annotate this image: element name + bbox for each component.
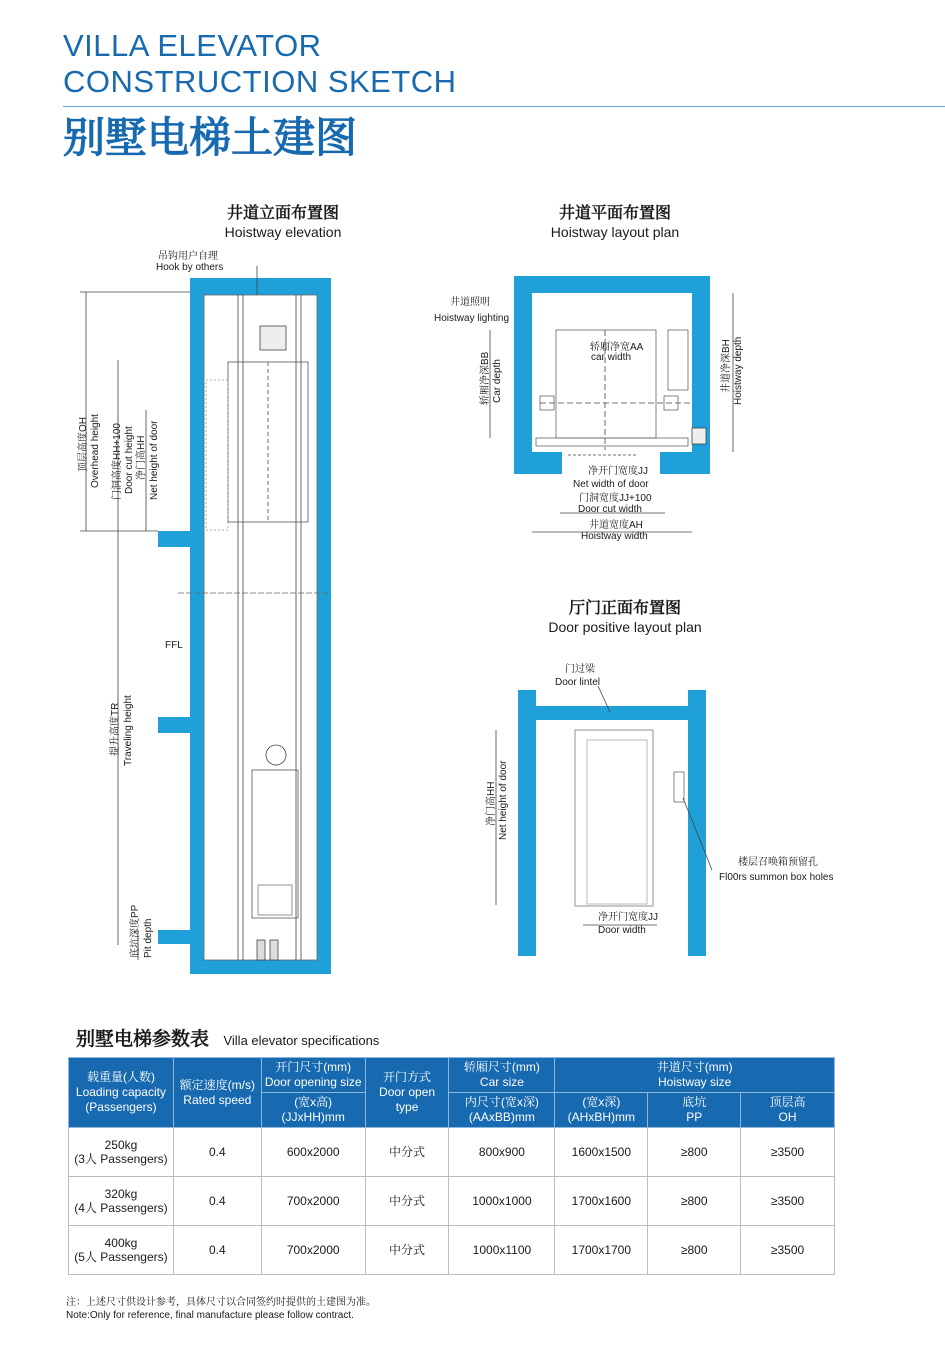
col-door-size: 开门尺寸(mm) Door opening size xyxy=(261,1058,365,1093)
oh-label-cn: 顶层高度OH xyxy=(78,417,89,472)
elevation-pit-floor xyxy=(190,960,331,974)
car-width-label-cn: 轿厢净宽AA xyxy=(590,342,644,353)
spec-table xyxy=(68,1057,835,1275)
col-door-size-sub: (宽x高) (JJxHH)mm xyxy=(261,1093,365,1128)
lintel-label-cn: 门过梁 xyxy=(565,664,595,675)
col-load: 载重量(人数) Loading capacity (Passengers) xyxy=(69,1058,174,1128)
elevation-left-wall xyxy=(190,278,204,974)
elevation-top-slab xyxy=(190,278,331,295)
hoistway-depth-label-cn: 井道净深BH xyxy=(721,339,732,393)
ffl-label: FFL xyxy=(165,640,183,651)
spec-title-en: Villa elevator specifications xyxy=(223,1033,380,1048)
col-car-size-sub: 内尺寸(宽x深) (AAxBB)mm xyxy=(449,1093,555,1128)
spec-title-cn: 别墅电梯参数表 xyxy=(76,1028,210,1050)
footnote-en: Note:Only for reference, final manufacture please follow contract. xyxy=(66,1310,354,1321)
floor-slab-upper xyxy=(158,531,204,547)
plan-title-en: Hoistway layout plan xyxy=(550,224,680,240)
car-depth-label-en: Car depth xyxy=(492,359,503,403)
col-car-size: 轿厢尺寸(mm) Car size xyxy=(449,1058,555,1093)
summon-label-cn: 楼层召唤箱预留孔 xyxy=(738,857,818,868)
door-cut-label-en: Door cut height xyxy=(124,426,135,494)
floor-slab-middle xyxy=(158,717,204,733)
col-hoist-wd: (宽x深) (AHxBH)mm xyxy=(555,1093,648,1128)
car-depth-label-cn: 轿厢净深BB xyxy=(480,351,491,405)
summon-label-en: Fl00rs summon box holes xyxy=(719,872,834,883)
table-row: 250kg (3人 Passengers) 0.4 600x2000 中分式 800x900 1600x1500 ≥800 ≥3500 xyxy=(69,1128,835,1177)
elevation-title-en: Hoistway elevation xyxy=(224,224,342,240)
footnote-cn: 注：上述尺寸供设计参考，具体尺寸以合同签约时提供的土建图为准。 xyxy=(66,1297,376,1308)
title-line-2: CONSTRUCTION SKETCH xyxy=(63,64,457,99)
title-chinese: 别墅电梯土建图 xyxy=(63,113,358,162)
spec-title xyxy=(76,1024,379,1051)
elevation-drawing xyxy=(80,266,331,974)
plan-title xyxy=(535,203,695,241)
col-hoistway-size: 井道尺寸(mm) Hoistway size xyxy=(555,1058,835,1093)
door-title xyxy=(530,598,720,636)
pp-label-en: Pit depth xyxy=(143,918,154,958)
door-cut-label-cn: 门洞高度HH+100 xyxy=(112,423,123,500)
col-open-type: 开门方式 Door open type xyxy=(365,1058,449,1128)
col-speed: 额定速度(m/s) Rated speed xyxy=(173,1058,261,1128)
elevation-title-cn: 井道立面布置图 xyxy=(226,203,339,222)
col-pit: 底坑 PP xyxy=(648,1093,741,1128)
tr-label-en: Traveling height xyxy=(123,695,134,766)
elevation-right-wall xyxy=(317,278,331,974)
net-height-label-en: Net height of door xyxy=(149,420,160,500)
title-line-1: VILLA ELEVATOR xyxy=(63,28,322,63)
table-header-row-1 xyxy=(69,1058,835,1093)
door-width-label-en: Net width of door xyxy=(573,479,649,490)
hook-label-cn: 吊钩用户自理 xyxy=(158,251,218,262)
door-title-cn: 厅门正面布置图 xyxy=(568,598,681,617)
door-width-label-cn: 净开门宽度JJ xyxy=(588,466,648,477)
lintel-label-en: Door lintel xyxy=(555,677,601,688)
hoistway-width-label-en: Hoistway width xyxy=(581,531,648,542)
pp-label-cn: 底坑深度PP xyxy=(130,904,141,958)
net-height-label-cn: 净门高HH xyxy=(136,435,147,480)
door-cut-width-label-en: Door cut width xyxy=(578,504,642,515)
hook-label-en: Hook by others xyxy=(156,262,224,273)
oh-label-en: Overhead height xyxy=(90,414,101,488)
footnote xyxy=(66,1296,376,1322)
hoistway-width-label-cn: 井道宽度AH xyxy=(589,520,643,531)
door-net-height-label-en: Net height of door xyxy=(498,760,509,840)
table-row: 400kg (5人 Passengers) 0.4 700x2000 中分式 1000x1100 1700x1700 ≥800 ≥3500 xyxy=(69,1226,835,1275)
hoistway-depth-label-en: Hoistway depth xyxy=(733,336,744,405)
plan-title-cn: 井道平面布置图 xyxy=(558,203,671,222)
lighting-label-en: Hoistway lighting xyxy=(434,313,510,324)
floor-slab-lower xyxy=(158,930,204,944)
car-width-label-en: car width xyxy=(591,352,632,363)
door-cut-width-label-cn: 门洞宽度JJ+100 xyxy=(579,493,652,504)
elevation-title xyxy=(208,203,358,241)
lighting-label-cn: 井道照明 xyxy=(450,297,490,308)
col-oh: 顶层高 OH xyxy=(741,1093,835,1128)
tr-label-cn: 提升高度TR xyxy=(110,702,121,756)
door-net-height-label-cn: 净门高HH xyxy=(486,781,497,826)
door-title-en: Door positive layout plan xyxy=(548,619,702,635)
table-row: 320kg (4人 Passengers) 0.4 700x2000 中分式 1000x1000 1700x1600 ≥800 ≥3500 xyxy=(69,1177,835,1226)
door-width-bottom-en: Door width xyxy=(598,925,646,936)
door-width-bottom-cn: 净开门宽度JJ xyxy=(598,912,658,923)
